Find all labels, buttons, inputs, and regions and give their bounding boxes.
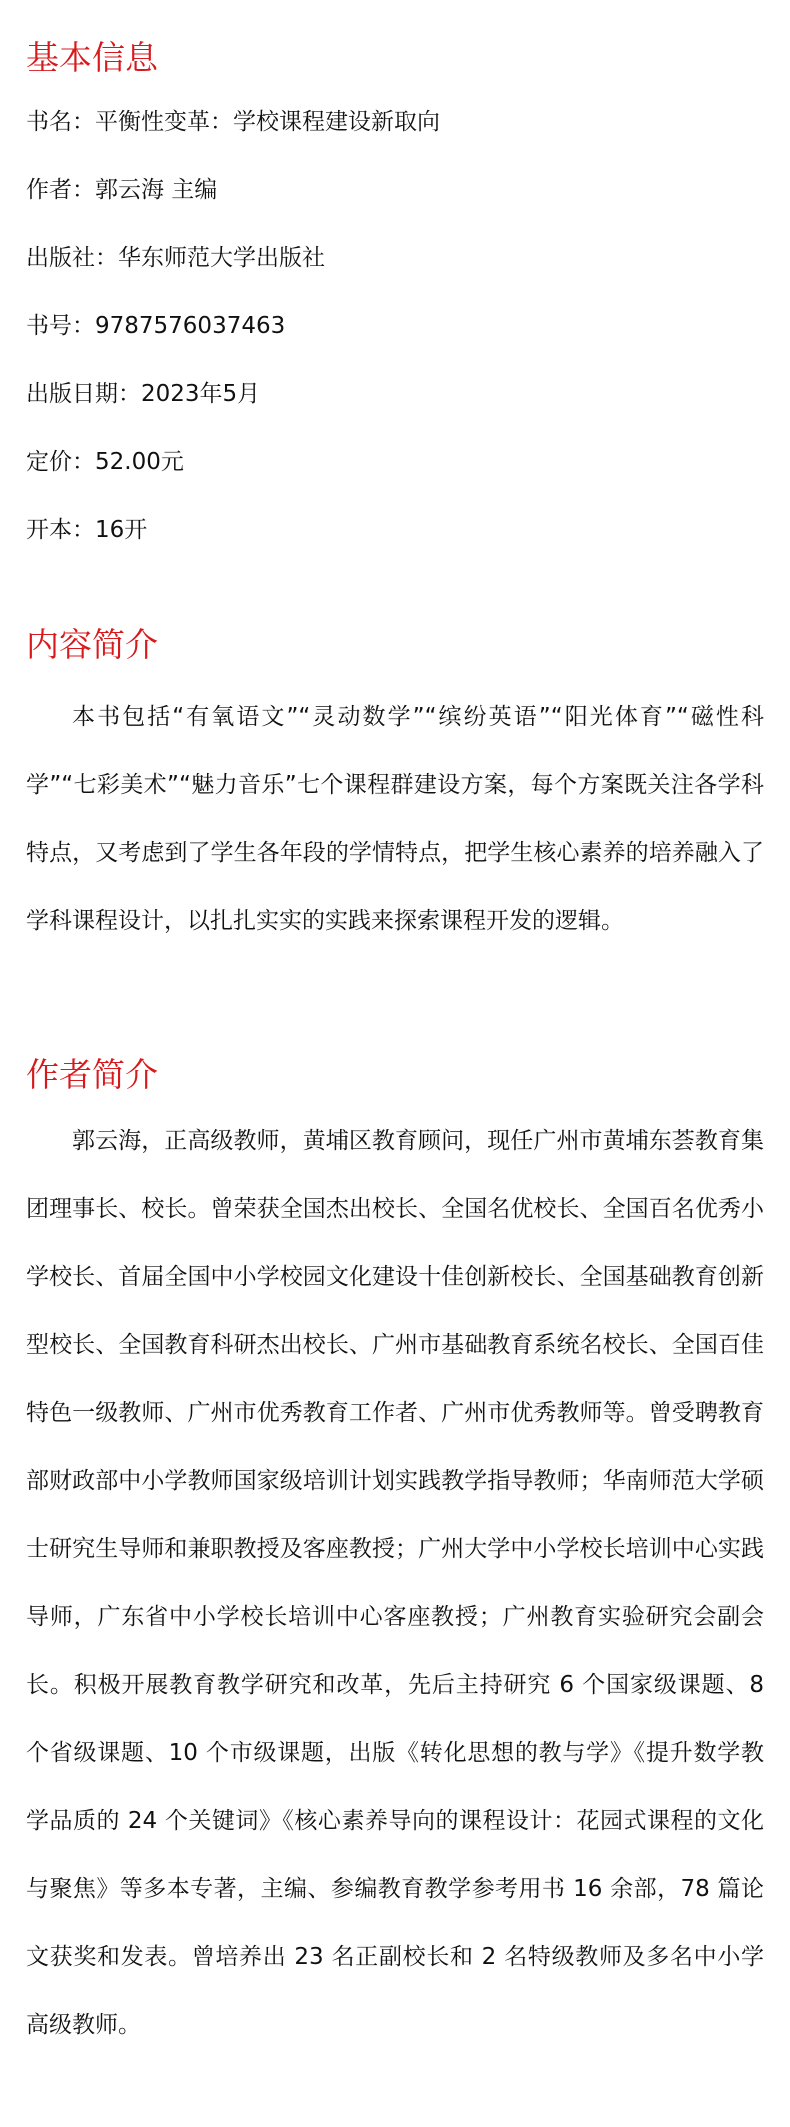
info-price: 定价：52.00元 <box>26 449 184 475</box>
info-publish-date: 出版日期：2023年5月 <box>26 381 261 407</box>
content-intro-heading: 内容简介 <box>26 625 158 664</box>
info-author: 作者：郭云海 主编 <box>26 177 218 203</box>
content-intro-paragraph: 本书包括“有氧语文”“灵动数学”“缤纷英语”“阳光体育”“磁性科学”“七彩美术”“魅力音乐”七个课程群建设方案，每个方案既关注各学科特点，又考虑到了学生各年段的学情特点，把学生核心素养的培养融入了学科课程设计，以扎扎实实的实践来探索课程开发的逻辑。 <box>26 704 764 934</box>
author-intro-heading: 作者简介 <box>26 1055 158 1094</box>
basic-info-heading: 基本信息 <box>26 38 158 77</box>
info-title: 书名：平衡性变革：学校课程建设新取向 <box>26 109 440 135</box>
author-intro-paragraph: 郭云海，正高级教师，黄埔区教育顾问，现任广州市黄埔东荟教育集团理事长、校长。曾荣获全国杰出校长、全国名优校长、全国百名优秀小学校长、首届全国中小学校园文化建设十佳创新校长、全国基础教育创新型校长、全国教育科研杰出校长、广州市基础教育系统名校长、全国百佳特色一级教师、广州市优秀教育工作者、广州市优秀教师等。曾受聘教育部财政部中小学教师国家级培训计划实践教学指导教师；华南师范大学硕士研究生导师和兼职教授及客座教授；广州大学中小学校长培训中心实践导师，广东省中小学校长培训中心客座教授；广州教育实验研究会副会长。积极开展教育教学研究和改革，先后主持研究 6 个国家级课题、8 个省级课题、10 个市级课题，出版《转化思想的教与学》《提升数学教学品质的 24 个关键词》《核心素养导向的课程设计：花园式课程的文化与聚焦》等多本专著，主编、参编教育教学参考用书 16 余部，78 篇论文获奖和发表。曾培养出 23 名正副校长和 2 名特级教师及多名中小学高级教师。 <box>26 1128 764 2038</box>
info-publisher: 出版社：华东师范大学出版社 <box>26 245 325 271</box>
info-format: 开本：16开 <box>26 517 148 543</box>
info-isbn: 书号：9787576037463 <box>26 313 286 339</box>
basic-info-list <box>26 108 764 545</box>
